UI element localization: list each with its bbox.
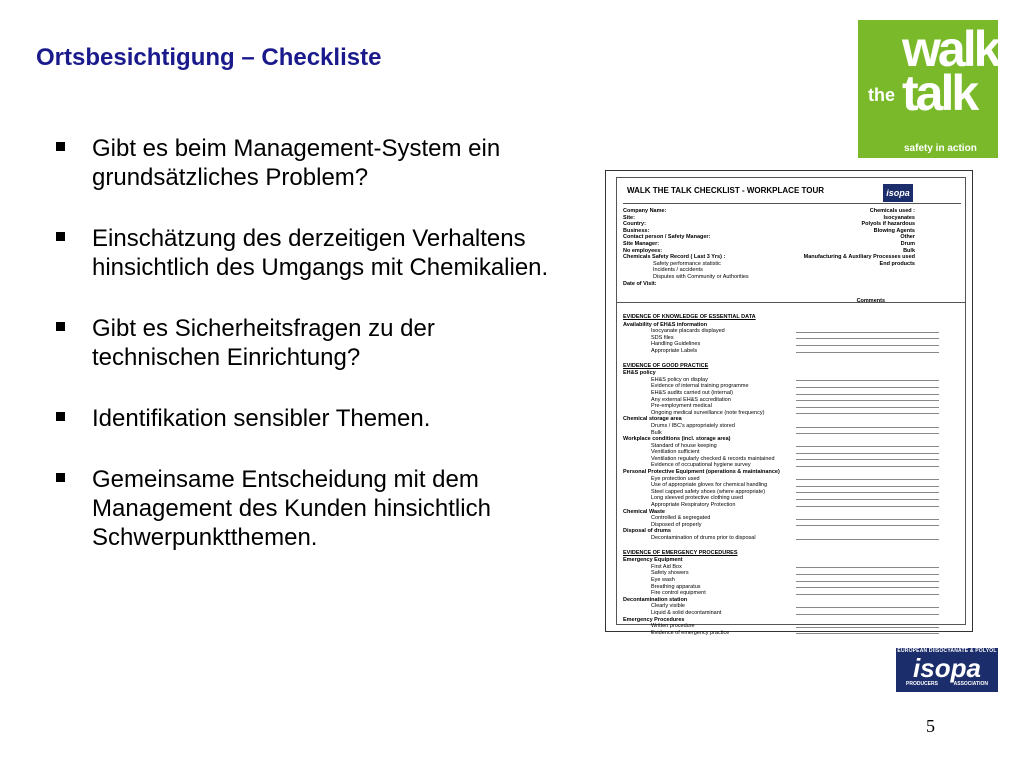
- checklist-frame: [616, 177, 966, 636]
- divider: [617, 302, 965, 303]
- comment-line: [796, 443, 939, 448]
- logo-word-the: the: [868, 85, 895, 105]
- comment-line: [796, 476, 939, 481]
- checklist-item-text: Controlled & segregated: [651, 515, 711, 522]
- bullet-item: [56, 314, 556, 372]
- walk-the-talk-logo: [858, 20, 998, 158]
- isopa-logo-top-text: EUROPEAN DIISOCYANATE & POLYOL: [897, 648, 997, 654]
- comment-line: [796, 630, 939, 635]
- comment-line: [796, 577, 939, 582]
- square-bullet-icon: [56, 232, 65, 241]
- isopa-logo-wordmark: isopa: [913, 653, 981, 683]
- group-title: Personal Protective Equipment (operations & maintainance): [623, 469, 780, 476]
- checklist-item-text: Eye wash: [651, 576, 675, 583]
- checklist-item-text: Isocyanate placards displayed: [651, 328, 725, 335]
- checklist-item-text: Decontamination of drums prior to disposal: [651, 535, 756, 541]
- checklist-document-image: [605, 170, 973, 636]
- chemical-field-label: Other: [900, 234, 915, 241]
- checklist-item-text: EH&S policy on display: [651, 376, 708, 383]
- comment-line: [796, 462, 939, 467]
- checklist-item: [623, 623, 959, 630]
- checklist-item-text: Bulk: [651, 429, 662, 436]
- comment-line: [796, 564, 939, 569]
- checklist-item-text: Fire control equipment: [651, 590, 706, 597]
- info-field-subitem: Disputes with Community or Authorities: [653, 273, 749, 280]
- checklist-item: [623, 584, 959, 591]
- checklist-item-text: Eye protection used: [651, 475, 700, 482]
- chemical-field-label: End products: [879, 260, 915, 267]
- checklist-item-text: Disposed of properly: [651, 521, 702, 528]
- chemical-field-label: Drum: [900, 240, 915, 247]
- info-field-label: Company Name:: [623, 208, 667, 214]
- checklist-item-text: Clearly visible: [651, 603, 685, 610]
- comment-line: [796, 403, 939, 408]
- checklist-item: [623, 535, 959, 542]
- checklist-item: [623, 630, 959, 637]
- checklist-item: [623, 348, 959, 355]
- checklist-item-text: First Aid Box: [651, 563, 682, 570]
- isopa-small-logo: isopa: [883, 184, 913, 202]
- checklist-item: [623, 482, 959, 489]
- info-field-label: Country:: [623, 221, 646, 228]
- checklist-item: [623, 335, 959, 342]
- checklist-sections: [623, 306, 959, 636]
- square-bullet-icon: [56, 412, 65, 421]
- comment-line: [796, 335, 939, 340]
- bullet-item: [56, 404, 556, 433]
- comment-line: [796, 383, 939, 388]
- logo-word-walk: walk: [902, 21, 999, 77]
- comment-line: [796, 570, 939, 575]
- comment-line: [796, 410, 939, 415]
- comments-label: Comments: [856, 298, 885, 304]
- company-info-fields: [623, 208, 793, 287]
- checklist-item: [623, 397, 959, 404]
- bullet-item: [56, 134, 556, 192]
- checklist-item: [623, 341, 959, 348]
- checklist-item: [623, 502, 959, 509]
- comment-line: [796, 390, 939, 395]
- checklist-title: WALK THE TALK CHECKLIST - WORKPLACE TOUR: [627, 186, 825, 195]
- isopa-logo-bottom-text: PRODUCERS ASSOCIATION: [906, 681, 988, 687]
- logo-tagline: safety in action: [904, 143, 977, 154]
- comment-line: [796, 482, 939, 487]
- chemicals-info-fields: [795, 208, 915, 267]
- comment-line: [796, 348, 939, 353]
- info-field-label: Business:: [623, 227, 650, 234]
- checklist-item-text: Ventilation sufficient: [651, 449, 700, 456]
- checklist-item: [623, 462, 959, 469]
- checklist-item-text: Use of appropriate gloves for chemical handling: [651, 482, 768, 489]
- comment-line: [796, 603, 939, 608]
- group-title: Emergency Equipment: [623, 557, 683, 564]
- checklist-item: [623, 377, 959, 384]
- checklist-item-text: Drums / IBC's appropriately stored: [651, 422, 735, 429]
- group-title: Disposal of drums: [623, 528, 671, 535]
- comment-line: [796, 449, 939, 454]
- checklist-item: [623, 328, 959, 335]
- bullet-text: Gibt es beim Management-System ein grundsätzliches Problem?: [92, 135, 501, 191]
- bullet-text: Einschätzung des derzeitigen Verhaltens hinsichtlich des Umgangs mit Chemikalien.: [92, 225, 549, 281]
- comment-line: [796, 515, 939, 520]
- chemical-field-label: Blowing Agents: [873, 227, 915, 234]
- bullet-text: Identifikation sensibler Themen.: [92, 405, 431, 432]
- checklist-item: [623, 430, 959, 437]
- comment-line: [796, 377, 939, 382]
- checklist-item: [623, 495, 959, 502]
- square-bullet-icon: [56, 322, 65, 331]
- checklist-item-text: Any external EH&S accreditation: [651, 396, 731, 403]
- chemical-field-label: Isocyanates: [883, 214, 915, 221]
- comment-line: [796, 397, 939, 402]
- checklist-item-text: Appropriate Labels: [651, 347, 698, 354]
- checklist-item-text: SDS files: [651, 334, 674, 341]
- checklist-item: [623, 410, 959, 417]
- comment-line: [796, 502, 939, 507]
- checklist-item: [623, 577, 959, 584]
- comment-line: [796, 328, 939, 333]
- comment-line: [796, 590, 939, 595]
- checklist-item-text: Safety showers: [651, 570, 689, 577]
- checklist-item-text: Evidence of emergency practice: [651, 629, 730, 636]
- checklist-item: [623, 456, 959, 463]
- checklist-item: [623, 610, 959, 617]
- checklist-item: [623, 403, 959, 410]
- checklist-item-text: Ongoing medical surveillance (note frequency): [651, 409, 765, 416]
- info-field-label: Site:: [623, 214, 635, 221]
- chemical-field-label: Manufacturing & Auxiliary Processes used: [803, 254, 915, 261]
- chemical-field-label: Polyols if hazardous: [861, 221, 915, 228]
- bullet-text: Gemeinsame Entscheidung mit dem Management des Kunden hinsichtlich Schwerpunktthemen.: [92, 466, 491, 551]
- checklist-item-text: Steel capped safety shoes (where appropriate): [651, 488, 766, 495]
- info-field-label: Chemicals Safety Record ( Last 3 Yrs) :: [623, 254, 726, 261]
- bullet-item: [56, 224, 556, 282]
- checklist-item: [623, 489, 959, 496]
- square-bullet-icon: [56, 142, 65, 151]
- comment-line: [796, 489, 939, 494]
- checklist-item: [623, 443, 959, 450]
- checklist-item: [623, 570, 959, 577]
- checklist-item: [623, 449, 959, 456]
- checklist-item: [623, 603, 959, 610]
- comment-line: [796, 423, 939, 428]
- section-title: EVIDENCE OF EMERGENCY PROCEDURES: [623, 549, 738, 556]
- info-field-label: Contact person / Safety Manager:: [623, 234, 711, 241]
- slide-title: Ortsbesichtigung – Checkliste: [36, 44, 382, 71]
- checklist-item-text: Evidence of internal training programme: [651, 383, 749, 390]
- group-title: Emergency Procedures: [623, 616, 685, 623]
- comment-line: [796, 430, 939, 435]
- comment-line: [796, 584, 939, 589]
- checklist-item-text: Appropriate Respiratory Protection: [651, 502, 736, 509]
- comment-line: [796, 623, 939, 628]
- comment-line: [796, 456, 939, 461]
- checklist-item-text: Written procedure: [651, 623, 695, 630]
- checklist-item-text: Long sleeved protective clothing used: [651, 495, 744, 502]
- checklist-item-text: EH&S audits carried out (internal): [651, 389, 733, 396]
- group-title: Chemical Waste: [623, 508, 665, 515]
- group-title: EH&S policy: [623, 370, 656, 377]
- chemical-field-label: Bulk: [903, 247, 915, 254]
- checklist-item-text: Liquid & solid decontaminant: [651, 609, 722, 616]
- bullet-text: Gibt es Sicherheitsfragen zu der technischen Einrichtung?: [92, 315, 435, 371]
- group-title: Availability of EH&S information: [623, 321, 708, 328]
- comment-line: [796, 522, 939, 527]
- group-title: Chemical storage area: [623, 416, 682, 423]
- checklist-item-text: Standard of house keeping: [651, 442, 717, 449]
- info-field-subitem: Safety performance statistic: [653, 260, 721, 267]
- checklist-item-text: Evidence of occupational hygiene survey: [651, 462, 751, 469]
- checklist-item-text: Breathing apparatus: [651, 583, 701, 590]
- checklist-item: [623, 515, 959, 522]
- group-title: Workplace conditions (incl. storage area): [623, 436, 731, 443]
- comment-line: [796, 341, 939, 346]
- checklist-item: [623, 390, 959, 397]
- info-field-label: No employees:: [623, 247, 663, 254]
- isopa-logo: [896, 648, 998, 692]
- bullet-item: [56, 465, 556, 552]
- section-title: EVIDENCE OF KNOWLEDGE OF ESSENTIAL DATA: [623, 314, 756, 320]
- checklist-item: [623, 522, 959, 529]
- info-field-subitem: Incidents / accidents: [653, 267, 703, 274]
- checklist-item-text: Ventilation regularly checked & records maintained: [651, 455, 775, 462]
- bullet-list: [56, 134, 556, 584]
- checklist-item: [623, 590, 959, 597]
- logo-word-talk: talk: [902, 65, 977, 121]
- group-title: Decontamination station: [623, 596, 688, 603]
- info-field-label: Site Manager:: [623, 240, 660, 247]
- checklist-header: [623, 182, 961, 204]
- checklist-item-text: Handling Guidelines: [651, 341, 701, 348]
- square-bullet-icon: [56, 473, 65, 482]
- checklist-item: [623, 423, 959, 430]
- comment-line: [796, 535, 939, 540]
- comment-line: [796, 610, 939, 615]
- comment-line: [796, 495, 939, 500]
- checklist-item: [623, 564, 959, 571]
- section-title: EVIDENCE OF GOOD PRACTICE: [623, 362, 709, 369]
- checklist-item: [623, 383, 959, 390]
- checklist-item: [623, 476, 959, 483]
- info-field-label: Date of Visit:: [623, 280, 657, 287]
- page-number: 5: [926, 716, 935, 736]
- chemical-field-label: Chemicals used :: [869, 208, 915, 214]
- checklist-item-text: Pre-employment medical: [651, 403, 712, 410]
